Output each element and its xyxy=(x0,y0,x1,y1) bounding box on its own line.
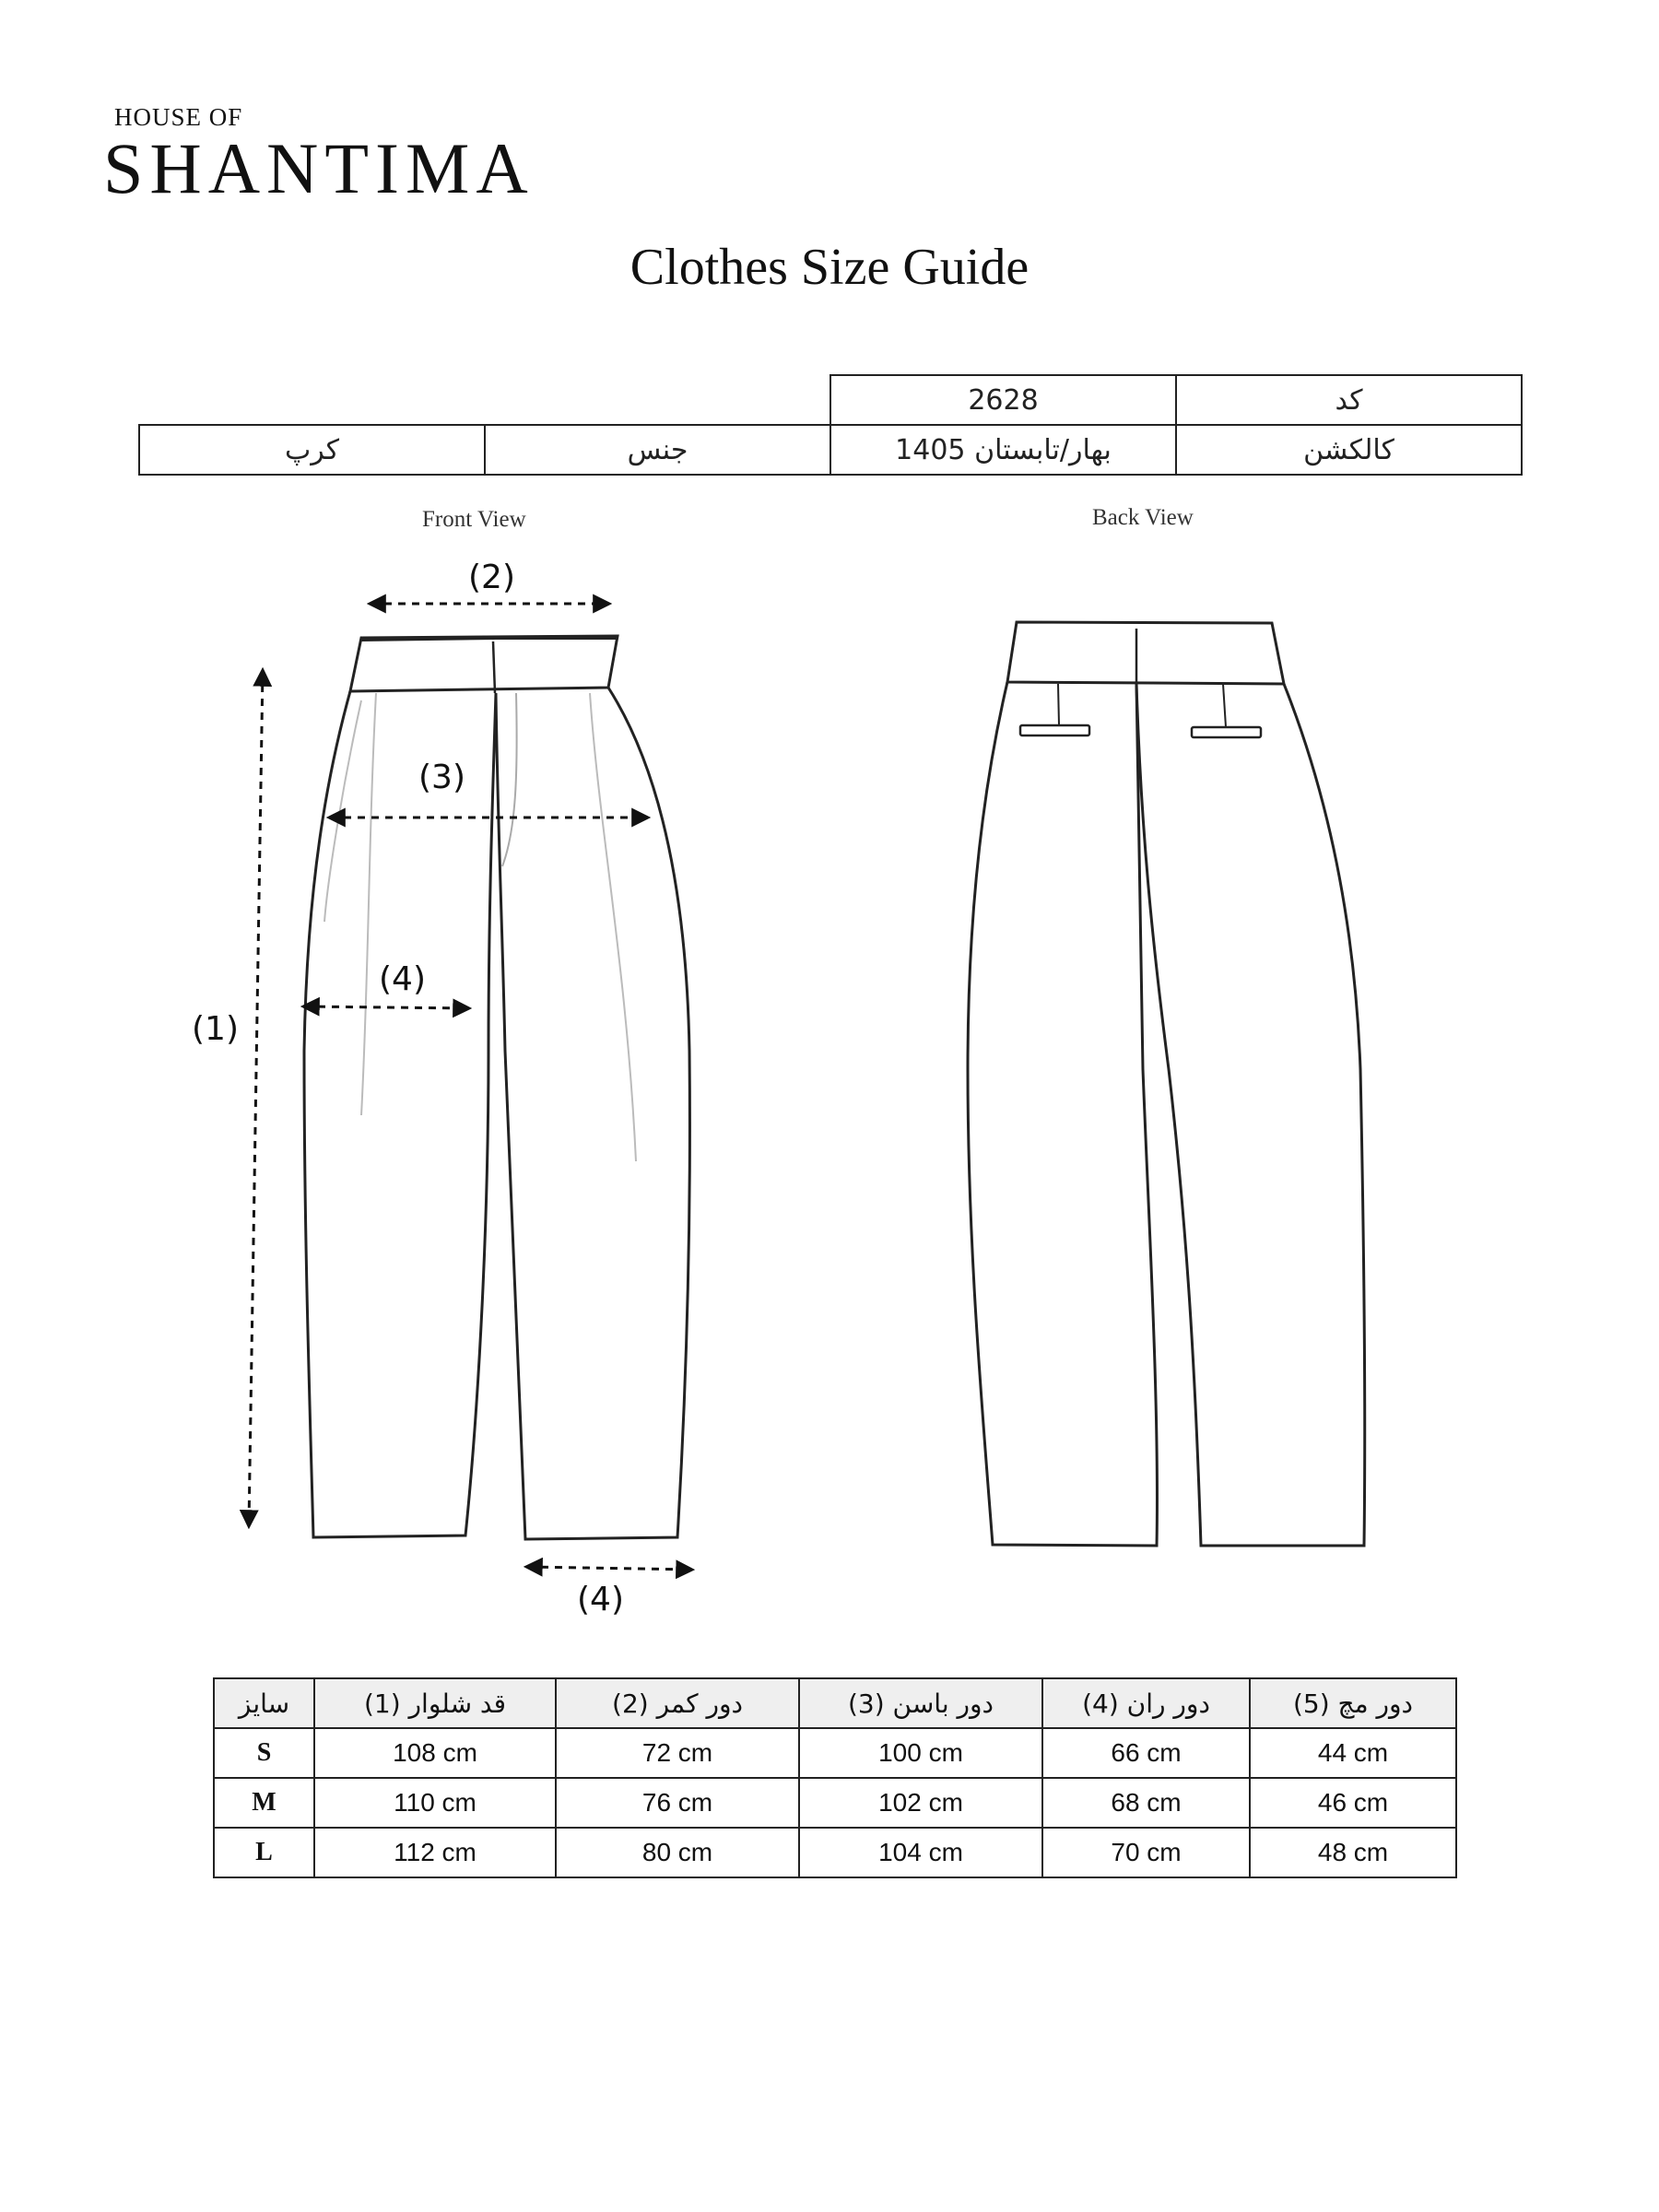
waist-cell: 72 cm xyxy=(556,1728,799,1778)
back-view-drawing xyxy=(968,622,1365,1546)
brand-prefix: HOUSE OF xyxy=(114,103,243,131)
header-waist: (2) دور کمر xyxy=(556,1678,799,1728)
brand-logo: SHANTIMA xyxy=(103,128,535,208)
hip-cell: 104 cm xyxy=(799,1828,1042,1877)
cuff-cell: 46 cm xyxy=(1250,1778,1456,1828)
front-view-label: Front View xyxy=(422,507,526,532)
table-row xyxy=(214,1778,1456,1828)
front-view-drawing xyxy=(304,636,689,1539)
thigh-arrow xyxy=(304,1006,468,1008)
collection-label: کالکشن xyxy=(1176,425,1522,475)
cuff-cell: 48 cm xyxy=(1250,1828,1456,1877)
page-title: Clothes Size Guide xyxy=(629,239,1030,296)
size-cell: M xyxy=(214,1778,314,1828)
header-thigh: (4) دور ران xyxy=(1042,1678,1250,1728)
cuff-cell: 44 cm xyxy=(1250,1728,1456,1778)
cuff-arrow xyxy=(527,1567,691,1570)
thigh-cell: 68 cm xyxy=(1042,1778,1250,1828)
size-chart-table xyxy=(213,1677,1457,1878)
collection-value: بهار/تابستان 1405 xyxy=(830,425,1176,475)
header-cuff: (5) دور مچ xyxy=(1250,1678,1456,1728)
header-hip: (3) دور باسن xyxy=(799,1678,1042,1728)
size-cell: S xyxy=(214,1728,314,1778)
waist-cell: 80 cm xyxy=(556,1828,799,1877)
size-cell: L xyxy=(214,1828,314,1877)
table-row xyxy=(214,1728,1456,1778)
material-value: کرپ xyxy=(139,425,485,475)
size-table-header-row xyxy=(214,1678,1456,1728)
cuff-marker: (4) xyxy=(577,1581,624,1618)
hip-cell: 100 cm xyxy=(799,1728,1042,1778)
back-view-label: Back View xyxy=(1092,505,1194,530)
hip-cell: 102 cm xyxy=(799,1778,1042,1828)
code-label: کد xyxy=(1176,375,1522,425)
dimension-arrows xyxy=(249,604,691,1570)
thigh-cell: 70 cm xyxy=(1042,1828,1250,1877)
length-arrow xyxy=(249,671,263,1525)
waist-marker: (2) xyxy=(468,559,515,596)
thigh-cell: 66 cm xyxy=(1042,1728,1250,1778)
length-marker: (1) xyxy=(192,1010,239,1048)
header-length: (1) قد شلوار xyxy=(314,1678,556,1728)
code-value: 2628 xyxy=(830,375,1176,425)
table-row xyxy=(214,1828,1456,1877)
header-size: سایز xyxy=(214,1678,314,1728)
waist-cell: 76 cm xyxy=(556,1778,799,1828)
length-cell: 110 cm xyxy=(314,1778,556,1828)
thigh-marker: (4) xyxy=(379,960,426,998)
material-label: جنس xyxy=(485,425,830,475)
hip-marker: (3) xyxy=(418,759,465,796)
length-cell: 112 cm xyxy=(314,1828,556,1877)
length-cell: 108 cm xyxy=(314,1728,556,1778)
